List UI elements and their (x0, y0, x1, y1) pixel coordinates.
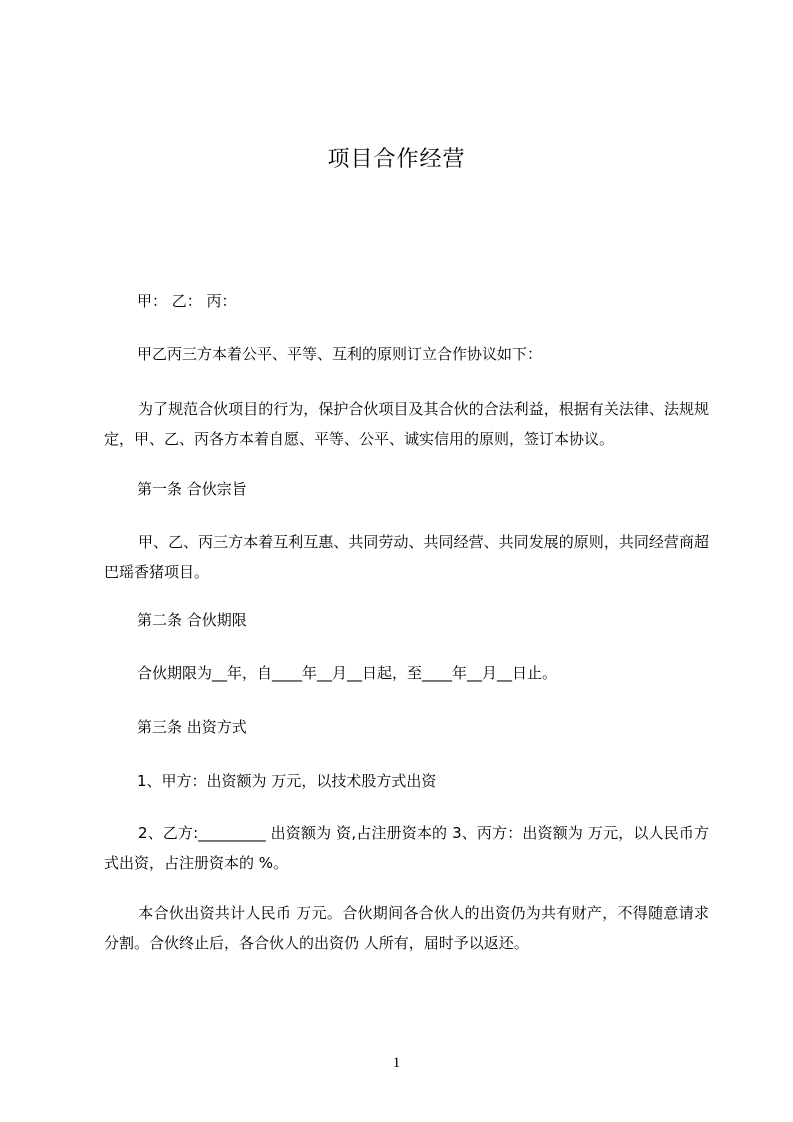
page-number: 1 (392, 1055, 401, 1071)
article-1-body (104, 527, 709, 587)
document-title: 项目合作经营 (327, 147, 466, 172)
article-1-text: 甲、乙、丙三方本着互利互惠、共同劳动、共同经营、共同发展的原则，共同经营商超巴瑶香猪项目。 (104, 533, 709, 581)
article-3-item-1: 1、甲方：出资额为 万元，以技术股方式出资 (137, 772, 437, 790)
article-1-heading: 第一条 合伙宗旨 (137, 480, 247, 498)
article-3-item-2-text: 2、乙方:_________ 出资额为 资,占注册资本的 3、丙方：出资额为 万元，以人民币方式出资，占注册资本的 %。 (104, 824, 709, 872)
article-3-item-2 (104, 818, 709, 878)
purpose-text: 为了规范合伙项目的行为，保护合伙项目及其合伙的合法利益，根据有关法律、法规规定，甲、乙、丙各方本着自愿、平等、公平、诚实信用的原则，签订本协议。 (104, 400, 709, 448)
article-3-heading: 第三条 出资方式 (137, 718, 247, 736)
parties-line: 甲： 乙： 丙： (137, 292, 237, 310)
article-3-total (104, 898, 709, 958)
article-2-heading: 第二条 合伙期限 (137, 611, 247, 629)
article-3-total-text: 本合伙出资共计人民币 万元。合伙期间各合伙人的出资仍为共有财产，不得随意请求分割。合伙终止后，各合伙人的出资仍 人所有，届时予以返还。 (104, 904, 709, 952)
purpose-paragraph (104, 394, 709, 454)
article-2-body: 合伙期限为__年，自____年__月__日起，至____年__月__日止。 (137, 664, 558, 682)
intro-paragraph: 甲乙丙三方本着公平、平等、互利的原则订立合作协议如下： (137, 345, 543, 363)
